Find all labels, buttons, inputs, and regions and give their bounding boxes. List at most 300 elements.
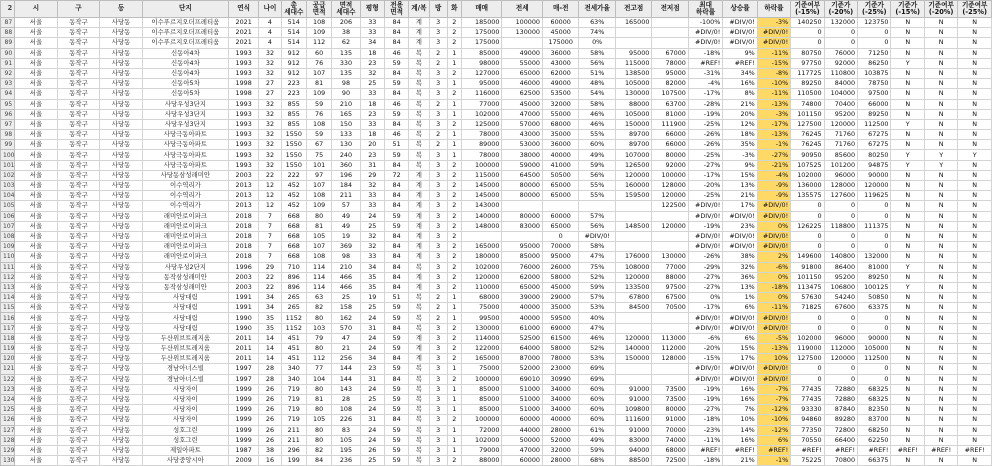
table-cell[interactable]: 서울 <box>15 28 58 38</box>
table-cell[interactable]: 서울 <box>15 425 58 435</box>
table-cell[interactable]: 신동아4차 <box>142 48 228 58</box>
table-cell[interactable]: N <box>891 252 924 262</box>
table-cell[interactable]: 165000 <box>615 18 651 28</box>
table-cell[interactable]: 복 <box>409 79 429 89</box>
table-cell[interactable]: -17% <box>757 119 790 129</box>
table-cell[interactable]: 0 <box>791 242 824 252</box>
table-cell[interactable]: 0 <box>824 211 857 221</box>
table-cell[interactable]: 28 <box>259 364 281 374</box>
table-cell[interactable]: 9% <box>723 48 757 58</box>
table-cell[interactable]: 32 <box>259 58 281 68</box>
table-cell[interactable]: 복 <box>409 293 429 303</box>
table-cell[interactable]: 서울 <box>15 445 58 455</box>
table-cell[interactable]: 59 <box>306 99 331 109</box>
table-cell[interactable]: 80 <box>306 344 331 354</box>
table-cell[interactable]: 사당동 <box>100 242 143 252</box>
table-cell[interactable]: 2 <box>429 140 447 150</box>
table-cell[interactable]: 105 <box>332 435 360 445</box>
table-cell[interactable]: 452 <box>281 181 306 191</box>
table-cell[interactable]: 668 <box>281 211 306 221</box>
table-cell[interactable]: 211 <box>332 191 360 201</box>
table-cell[interactable]: 896 <box>281 272 306 282</box>
table-cell[interactable]: 24 <box>360 313 384 323</box>
table-cell[interactable]: -20% <box>688 181 722 191</box>
table-cell[interactable]: 3 <box>429 18 447 28</box>
table-cell[interactable]: 91000 <box>652 415 688 425</box>
table-cell[interactable]: 82000 <box>652 79 688 89</box>
table-cell[interactable]: 복 <box>409 415 429 425</box>
table-cell[interactable]: 132000 <box>858 252 891 262</box>
table-cell[interactable]: 10% <box>723 415 757 425</box>
table-cell[interactable]: 35 <box>259 323 281 333</box>
table-cell[interactable]: 동작구 <box>57 394 100 404</box>
table-cell[interactable]: -3% <box>723 150 757 160</box>
table-cell[interactable]: 2% <box>757 252 790 262</box>
table-cell[interactable]: 127500 <box>791 354 824 364</box>
table-cell[interactable]: 46% <box>579 333 615 343</box>
table-cell[interactable]: 사당우성3단지 <box>142 119 228 129</box>
row-number[interactable]: 119 <box>1 344 15 354</box>
table-cell[interactable]: #DIV/0! <box>688 201 722 211</box>
column-header[interactable]: 기준여부 (-25%) <box>958 1 992 18</box>
table-cell[interactable]: 26 <box>259 435 281 445</box>
table-cell[interactable]: 동작구 <box>57 252 100 262</box>
table-cell[interactable]: 76 <box>306 109 331 119</box>
table-cell[interactable]: N <box>958 333 992 343</box>
table-cell[interactable]: 70000 <box>542 242 578 252</box>
table-cell[interactable]: 26 <box>259 415 281 425</box>
table-cell[interactable]: 래미안로이파크 <box>142 211 228 221</box>
row-number[interactable]: 121 <box>1 364 15 374</box>
table-cell[interactable]: N <box>958 323 992 333</box>
table-cell[interactable]: 33 <box>360 119 384 129</box>
table-cell[interactable]: N <box>924 282 957 292</box>
table-cell[interactable]: 2 <box>447 333 461 343</box>
table-cell[interactable]: 110500 <box>791 89 824 99</box>
table-cell[interactable]: -20% <box>688 344 722 354</box>
table-cell[interactable]: 사당동 <box>100 109 143 119</box>
table-cell[interactable]: 59 <box>384 79 408 89</box>
table-cell[interactable]: 77000 <box>652 262 688 272</box>
table-cell[interactable]: 서울 <box>15 119 58 129</box>
table-cell[interactable]: 1999 <box>228 405 258 415</box>
table-cell[interactable]: 사당동 <box>100 119 143 129</box>
table-cell[interactable]: 35% <box>723 140 757 150</box>
table-cell[interactable]: 22 <box>259 170 281 180</box>
table-cell[interactable]: 81000 <box>652 109 688 119</box>
table-cell[interactable]: 84 <box>384 28 408 38</box>
table-cell[interactable]: 85600 <box>824 150 857 160</box>
table-cell[interactable]: 신동아4차 <box>142 58 228 68</box>
table-cell[interactable]: N <box>891 303 924 313</box>
table-cell[interactable]: 21% <box>723 191 757 201</box>
table-cell[interactable]: 89250 <box>858 109 891 119</box>
table-cell[interactable]: 32 <box>360 242 384 252</box>
table-cell[interactable]: 서울 <box>15 394 58 404</box>
table-cell[interactable]: 103 <box>306 323 331 333</box>
table-cell[interactable]: #REF! <box>757 445 790 455</box>
table-cell[interactable]: 50500 <box>542 170 578 180</box>
table-cell[interactable]: N <box>924 231 957 241</box>
table-cell[interactable]: N <box>958 415 992 425</box>
table-cell[interactable]: 7% <box>723 405 757 415</box>
table-cell[interactable]: 90 <box>332 89 360 99</box>
table-cell[interactable]: 99500 <box>461 313 502 323</box>
table-cell[interactable]: 동작구 <box>57 28 100 38</box>
table-cell[interactable]: -7% <box>757 394 790 404</box>
table-cell[interactable]: N <box>891 394 924 404</box>
table-cell[interactable]: 452 <box>281 201 306 211</box>
table-cell[interactable]: 59 <box>384 456 408 466</box>
table-cell[interactable]: 45000 <box>502 99 543 109</box>
table-cell[interactable]: 100125 <box>858 282 891 292</box>
table-cell[interactable]: 복 <box>409 48 429 58</box>
table-cell[interactable]: N <box>891 181 924 191</box>
table-cell[interactable]: 사당동 <box>100 221 143 231</box>
table-cell[interactable]: 24 <box>360 384 384 394</box>
table-cell[interactable]: 서울 <box>15 282 58 292</box>
table-cell[interactable]: 67275 <box>858 130 891 140</box>
table-cell[interactable]: 78000 <box>652 58 688 68</box>
table-cell[interactable]: N <box>924 293 957 303</box>
table-cell[interactable]: 112000 <box>824 344 857 354</box>
table-cell[interactable]: 84000 <box>824 79 857 89</box>
table-cell[interactable]: 112500 <box>858 119 891 129</box>
table-cell[interactable]: 47000 <box>502 109 543 119</box>
row-number[interactable]: 113 <box>1 282 15 292</box>
table-cell[interactable]: 118800 <box>824 221 857 231</box>
table-cell[interactable]: 0% <box>579 38 615 48</box>
table-cell[interactable]: 0 <box>791 38 824 48</box>
table-cell[interactable]: 동작구 <box>57 456 100 466</box>
table-cell[interactable]: N <box>958 130 992 140</box>
table-cell[interactable]: 사당자이 <box>142 405 228 415</box>
table-cell[interactable]: 0% <box>757 293 790 303</box>
table-cell[interactable]: 53% <box>579 354 615 364</box>
table-cell[interactable]: 3 <box>429 211 447 221</box>
table-cell[interactable]: 34% <box>723 68 757 78</box>
table-cell[interactable]: 140000 <box>615 344 651 354</box>
table-cell[interactable]: 81 <box>306 221 331 231</box>
table-cell[interactable]: N <box>891 272 924 282</box>
table-cell[interactable]: N <box>924 384 957 394</box>
table-cell[interactable]: 81 <box>306 394 331 404</box>
table-cell[interactable]: 동작구 <box>57 211 100 221</box>
table-cell[interactable]: 84 <box>384 201 408 211</box>
table-cell[interactable]: 동작구 <box>57 242 100 252</box>
table-cell[interactable]: 68000 <box>461 293 502 303</box>
table-cell[interactable]: 59 <box>384 150 408 160</box>
table-cell[interactable]: 80000 <box>502 211 543 221</box>
row-number[interactable]: 123 <box>1 384 15 394</box>
table-cell[interactable]: 49% <box>579 435 615 445</box>
table-cell[interactable]: 동작구 <box>57 38 100 48</box>
table-cell[interactable]: 1998 <box>228 89 258 99</box>
table-cell[interactable]: 동작구 <box>57 445 100 455</box>
table-cell[interactable]: N <box>958 28 992 38</box>
table-cell[interactable]: 105 <box>306 415 331 425</box>
table-cell[interactable]: 108 <box>306 119 331 129</box>
table-cell[interactable]: 사당동 <box>100 344 143 354</box>
table-cell[interactable]: 6% <box>723 333 757 343</box>
table-cell[interactable]: Y <box>891 282 924 292</box>
table-cell[interactable]: 복 <box>409 89 429 99</box>
table-cell[interactable]: 사당동 <box>100 425 143 435</box>
table-cell[interactable]: -19% <box>688 221 722 231</box>
table-cell[interactable]: 108000 <box>615 262 651 272</box>
table-cell[interactable]: 3 <box>429 160 447 170</box>
table-cell[interactable]: 32 <box>259 160 281 170</box>
table-cell[interactable]: 51% <box>579 68 615 78</box>
table-cell[interactable]: #DIV/0! <box>688 28 722 38</box>
table-cell[interactable]: 130000 <box>652 252 688 262</box>
table-cell[interactable]: 34 <box>360 354 384 364</box>
table-cell[interactable]: 84 <box>384 242 408 252</box>
table-cell[interactable]: 102000 <box>461 435 502 445</box>
table-cell[interactable]: 56% <box>579 221 615 231</box>
table-cell[interactable]: N <box>924 435 957 445</box>
table-cell[interactable]: 103875 <box>858 68 891 78</box>
table-cell[interactable]: 19 <box>360 293 384 303</box>
table-cell[interactable]: 57000 <box>502 119 543 129</box>
table-cell[interactable]: 1993 <box>228 119 258 129</box>
table-cell[interactable] <box>615 211 651 221</box>
table-cell[interactable]: N <box>891 191 924 201</box>
table-cell[interactable]: -26% <box>688 252 722 262</box>
table-cell[interactable]: 동작구 <box>57 68 100 78</box>
table-cell[interactable]: N <box>891 364 924 374</box>
table-cell[interactable]: 복 <box>409 323 429 333</box>
table-cell[interactable]: 71760 <box>824 130 857 140</box>
table-cell[interactable]: 115000 <box>615 58 651 68</box>
table-cell[interactable]: 855 <box>281 109 306 119</box>
table-cell[interactable]: 3 <box>429 456 447 466</box>
table-cell[interactable]: #REF! <box>891 445 924 455</box>
table-cell[interactable]: 제일아파트 <box>142 445 228 455</box>
table-cell[interactable]: 175000 <box>542 38 578 48</box>
table-cell[interactable]: 사당동삼성래미안 <box>142 170 228 180</box>
table-cell[interactable]: 68000 <box>652 445 688 455</box>
table-cell[interactable]: 101 <box>306 160 331 170</box>
table-cell[interactable]: N <box>924 242 957 252</box>
table-cell[interactable]: N <box>891 28 924 38</box>
table-cell[interactable]: -18% <box>688 456 722 466</box>
table-cell[interactable]: 34000 <box>542 384 578 394</box>
table-cell[interactable]: 101150 <box>791 109 824 119</box>
table-cell[interactable]: N <box>924 364 957 374</box>
column-header[interactable]: 시 <box>15 1 58 18</box>
table-cell[interactable]: Y <box>924 150 957 160</box>
table-cell[interactable]: 71760 <box>824 140 857 150</box>
table-cell[interactable]: 76 <box>306 58 331 68</box>
table-cell[interactable]: 62500 <box>502 89 543 99</box>
row-number[interactable]: 127 <box>1 425 15 435</box>
table-cell[interactable]: 80 <box>306 425 331 435</box>
row-number[interactable]: 103 <box>1 181 15 191</box>
row-number[interactable]: 97 <box>1 119 15 129</box>
table-cell[interactable]: 복 <box>409 384 429 394</box>
table-cell[interactable]: 3 <box>429 282 447 292</box>
table-cell[interactable]: #DIV/0! <box>757 364 790 374</box>
table-cell[interactable]: 2 <box>447 211 461 221</box>
table-cell[interactable]: 66375 <box>858 456 891 466</box>
table-cell[interactable]: 130000 <box>502 28 543 38</box>
table-cell[interactable]: N <box>924 191 957 201</box>
table-cell[interactable]: 계 <box>409 344 429 354</box>
table-cell[interactable]: N <box>924 333 957 343</box>
table-cell[interactable]: 59 <box>384 313 408 323</box>
table-cell[interactable]: 1550 <box>281 130 306 140</box>
table-cell[interactable] <box>615 231 651 241</box>
table-cell[interactable]: 동작구 <box>57 415 100 425</box>
table-cell[interactable]: 49000 <box>542 79 578 89</box>
table-cell[interactable]: 1550 <box>281 160 306 170</box>
table-cell[interactable]: 95000 <box>502 242 543 252</box>
table-cell[interactable]: 2013 <box>228 181 258 191</box>
table-cell[interactable]: 120000 <box>615 170 651 180</box>
table-cell[interactable]: 서울 <box>15 405 58 415</box>
table-cell[interactable]: 52000 <box>502 364 543 374</box>
table-cell[interactable]: 사당동 <box>100 272 143 282</box>
table-cell[interactable]: 127500 <box>791 119 824 129</box>
table-cell[interactable]: 이수푸르지오더프레티움 <box>142 18 228 28</box>
table-cell[interactable]: 0 <box>858 201 891 211</box>
table-cell[interactable]: 102000 <box>461 262 502 272</box>
table-cell[interactable]: #REF! <box>688 58 722 68</box>
table-cell[interactable]: 65000 <box>502 282 543 292</box>
table-cell[interactable]: 68250 <box>858 425 891 435</box>
table-cell[interactable]: 70800 <box>824 456 857 466</box>
table-cell[interactable]: 84 <box>384 374 408 384</box>
table-cell[interactable]: 45000 <box>542 282 578 292</box>
table-cell[interactable]: 2 <box>447 119 461 129</box>
table-cell[interactable]: 6% <box>723 303 757 313</box>
table-cell[interactable]: 62000 <box>502 272 543 282</box>
table-cell[interactable]: N <box>924 130 957 140</box>
table-cell[interactable]: 59 <box>384 344 408 354</box>
table-cell[interactable]: N <box>891 211 924 221</box>
table-cell[interactable]: N <box>924 405 957 415</box>
table-cell[interactable]: 동작구 <box>57 282 100 292</box>
table-cell[interactable]: 2 <box>447 89 461 99</box>
table-cell[interactable]: 1 <box>447 405 461 415</box>
table-cell[interactable]: 사당동 <box>100 313 143 323</box>
table-cell[interactable] <box>615 242 651 252</box>
table-cell[interactable]: 사당동 <box>100 323 143 333</box>
table-cell[interactable]: N <box>924 415 957 425</box>
table-cell[interactable]: 사당동 <box>100 79 143 89</box>
table-cell[interactable]: 78000 <box>461 130 502 140</box>
table-cell[interactable]: #REF! <box>958 445 992 455</box>
table-cell[interactable]: 서울 <box>15 354 58 364</box>
table-cell[interactable]: 복 <box>409 262 429 272</box>
table-cell[interactable]: -9% <box>757 181 790 191</box>
table-cell[interactable]: N <box>924 252 957 262</box>
table-cell[interactable]: 165000 <box>461 242 502 252</box>
table-cell[interactable]: 63% <box>579 18 615 28</box>
table-cell[interactable]: 24 <box>360 333 384 343</box>
table-cell[interactable]: 0 <box>824 201 857 211</box>
table-cell[interactable]: 60 <box>306 48 331 58</box>
table-cell[interactable]: 84 <box>384 18 408 28</box>
table-cell[interactable]: 동작구 <box>57 313 100 323</box>
table-cell[interactable]: N <box>958 68 992 78</box>
table-cell[interactable]: 1999 <box>228 394 258 404</box>
table-cell[interactable]: 3 <box>429 119 447 129</box>
table-cell[interactable]: 사당동 <box>100 68 143 78</box>
table-cell[interactable]: 90950 <box>791 150 824 160</box>
table-cell[interactable]: 2003 <box>228 272 258 282</box>
table-cell[interactable]: 신동아5차 <box>142 79 228 89</box>
table-cell[interactable]: -18% <box>757 282 790 292</box>
table-cell[interactable]: 59 <box>384 445 408 455</box>
table-cell[interactable]: 1991 <box>228 293 258 303</box>
table-cell[interactable]: 206 <box>332 18 360 28</box>
table-cell[interactable]: 동작구 <box>57 181 100 191</box>
table-cell[interactable]: 1% <box>723 293 757 303</box>
table-cell[interactable]: 동작삼성래미안 <box>142 282 228 292</box>
table-cell[interactable]: N <box>891 79 924 89</box>
table-cell[interactable] <box>542 201 578 211</box>
column-header[interactable]: 나이 <box>259 1 281 18</box>
table-cell[interactable]: 계 <box>409 221 429 231</box>
table-cell[interactable]: 130000 <box>615 89 651 99</box>
table-cell[interactable]: 2021 <box>228 38 258 48</box>
table-cell[interactable]: 동작삼성래미안 <box>142 272 228 282</box>
table-cell[interactable]: N <box>924 28 957 38</box>
table-cell[interactable]: 466 <box>332 282 360 292</box>
table-cell[interactable]: 47000 <box>502 445 543 455</box>
table-cell[interactable]: N <box>891 415 924 425</box>
table-cell[interactable]: 143000 <box>461 201 502 211</box>
table-cell[interactable]: 719 <box>281 415 306 425</box>
table-cell[interactable]: N <box>924 18 957 28</box>
table-cell[interactable]: 73500 <box>652 384 688 394</box>
table-cell[interactable]: 1 <box>447 293 461 303</box>
table-cell[interactable]: 계 <box>409 201 429 211</box>
table-cell[interactable]: 14 <box>259 333 281 343</box>
table-cell[interactable]: 46 <box>384 130 408 140</box>
table-cell[interactable]: 57% <box>579 293 615 303</box>
table-cell[interactable]: 80250 <box>858 150 891 160</box>
table-cell[interactable]: 128000 <box>652 181 688 191</box>
table-cell[interactable]: 40000 <box>502 313 543 323</box>
table-cell[interactable]: 105000 <box>615 79 651 89</box>
table-cell[interactable] <box>615 38 651 48</box>
table-cell[interactable]: 68325 <box>858 384 891 394</box>
table-cell[interactable]: 120000 <box>461 272 502 282</box>
table-cell[interactable]: 55000 <box>542 109 578 119</box>
table-cell[interactable]: 34 <box>259 303 281 313</box>
table-cell[interactable] <box>615 374 651 384</box>
table-cell[interactable]: 132000 <box>824 18 857 28</box>
table-cell[interactable]: 89250 <box>791 79 824 89</box>
table-cell[interactable]: 29 <box>360 170 384 180</box>
table-cell[interactable]: 2011 <box>228 344 258 354</box>
table-cell[interactable]: 0% <box>757 272 790 282</box>
table-cell[interactable]: 1 <box>447 150 461 160</box>
column-header[interactable]: 기준가 (-25%) <box>858 1 891 18</box>
table-cell[interactable]: #DIV/0! <box>757 231 790 241</box>
table-cell[interactable]: 계 <box>409 242 429 252</box>
table-cell[interactable]: 126500 <box>615 160 651 170</box>
table-cell[interactable]: #REF! <box>723 445 757 455</box>
table-cell[interactable]: 67275 <box>858 140 891 150</box>
table-cell[interactable]: 44000 <box>502 425 543 435</box>
table-cell[interactable]: 동작구 <box>57 119 100 129</box>
table-cell[interactable]: N <box>958 344 992 354</box>
table-cell[interactable]: 74% <box>579 28 615 38</box>
